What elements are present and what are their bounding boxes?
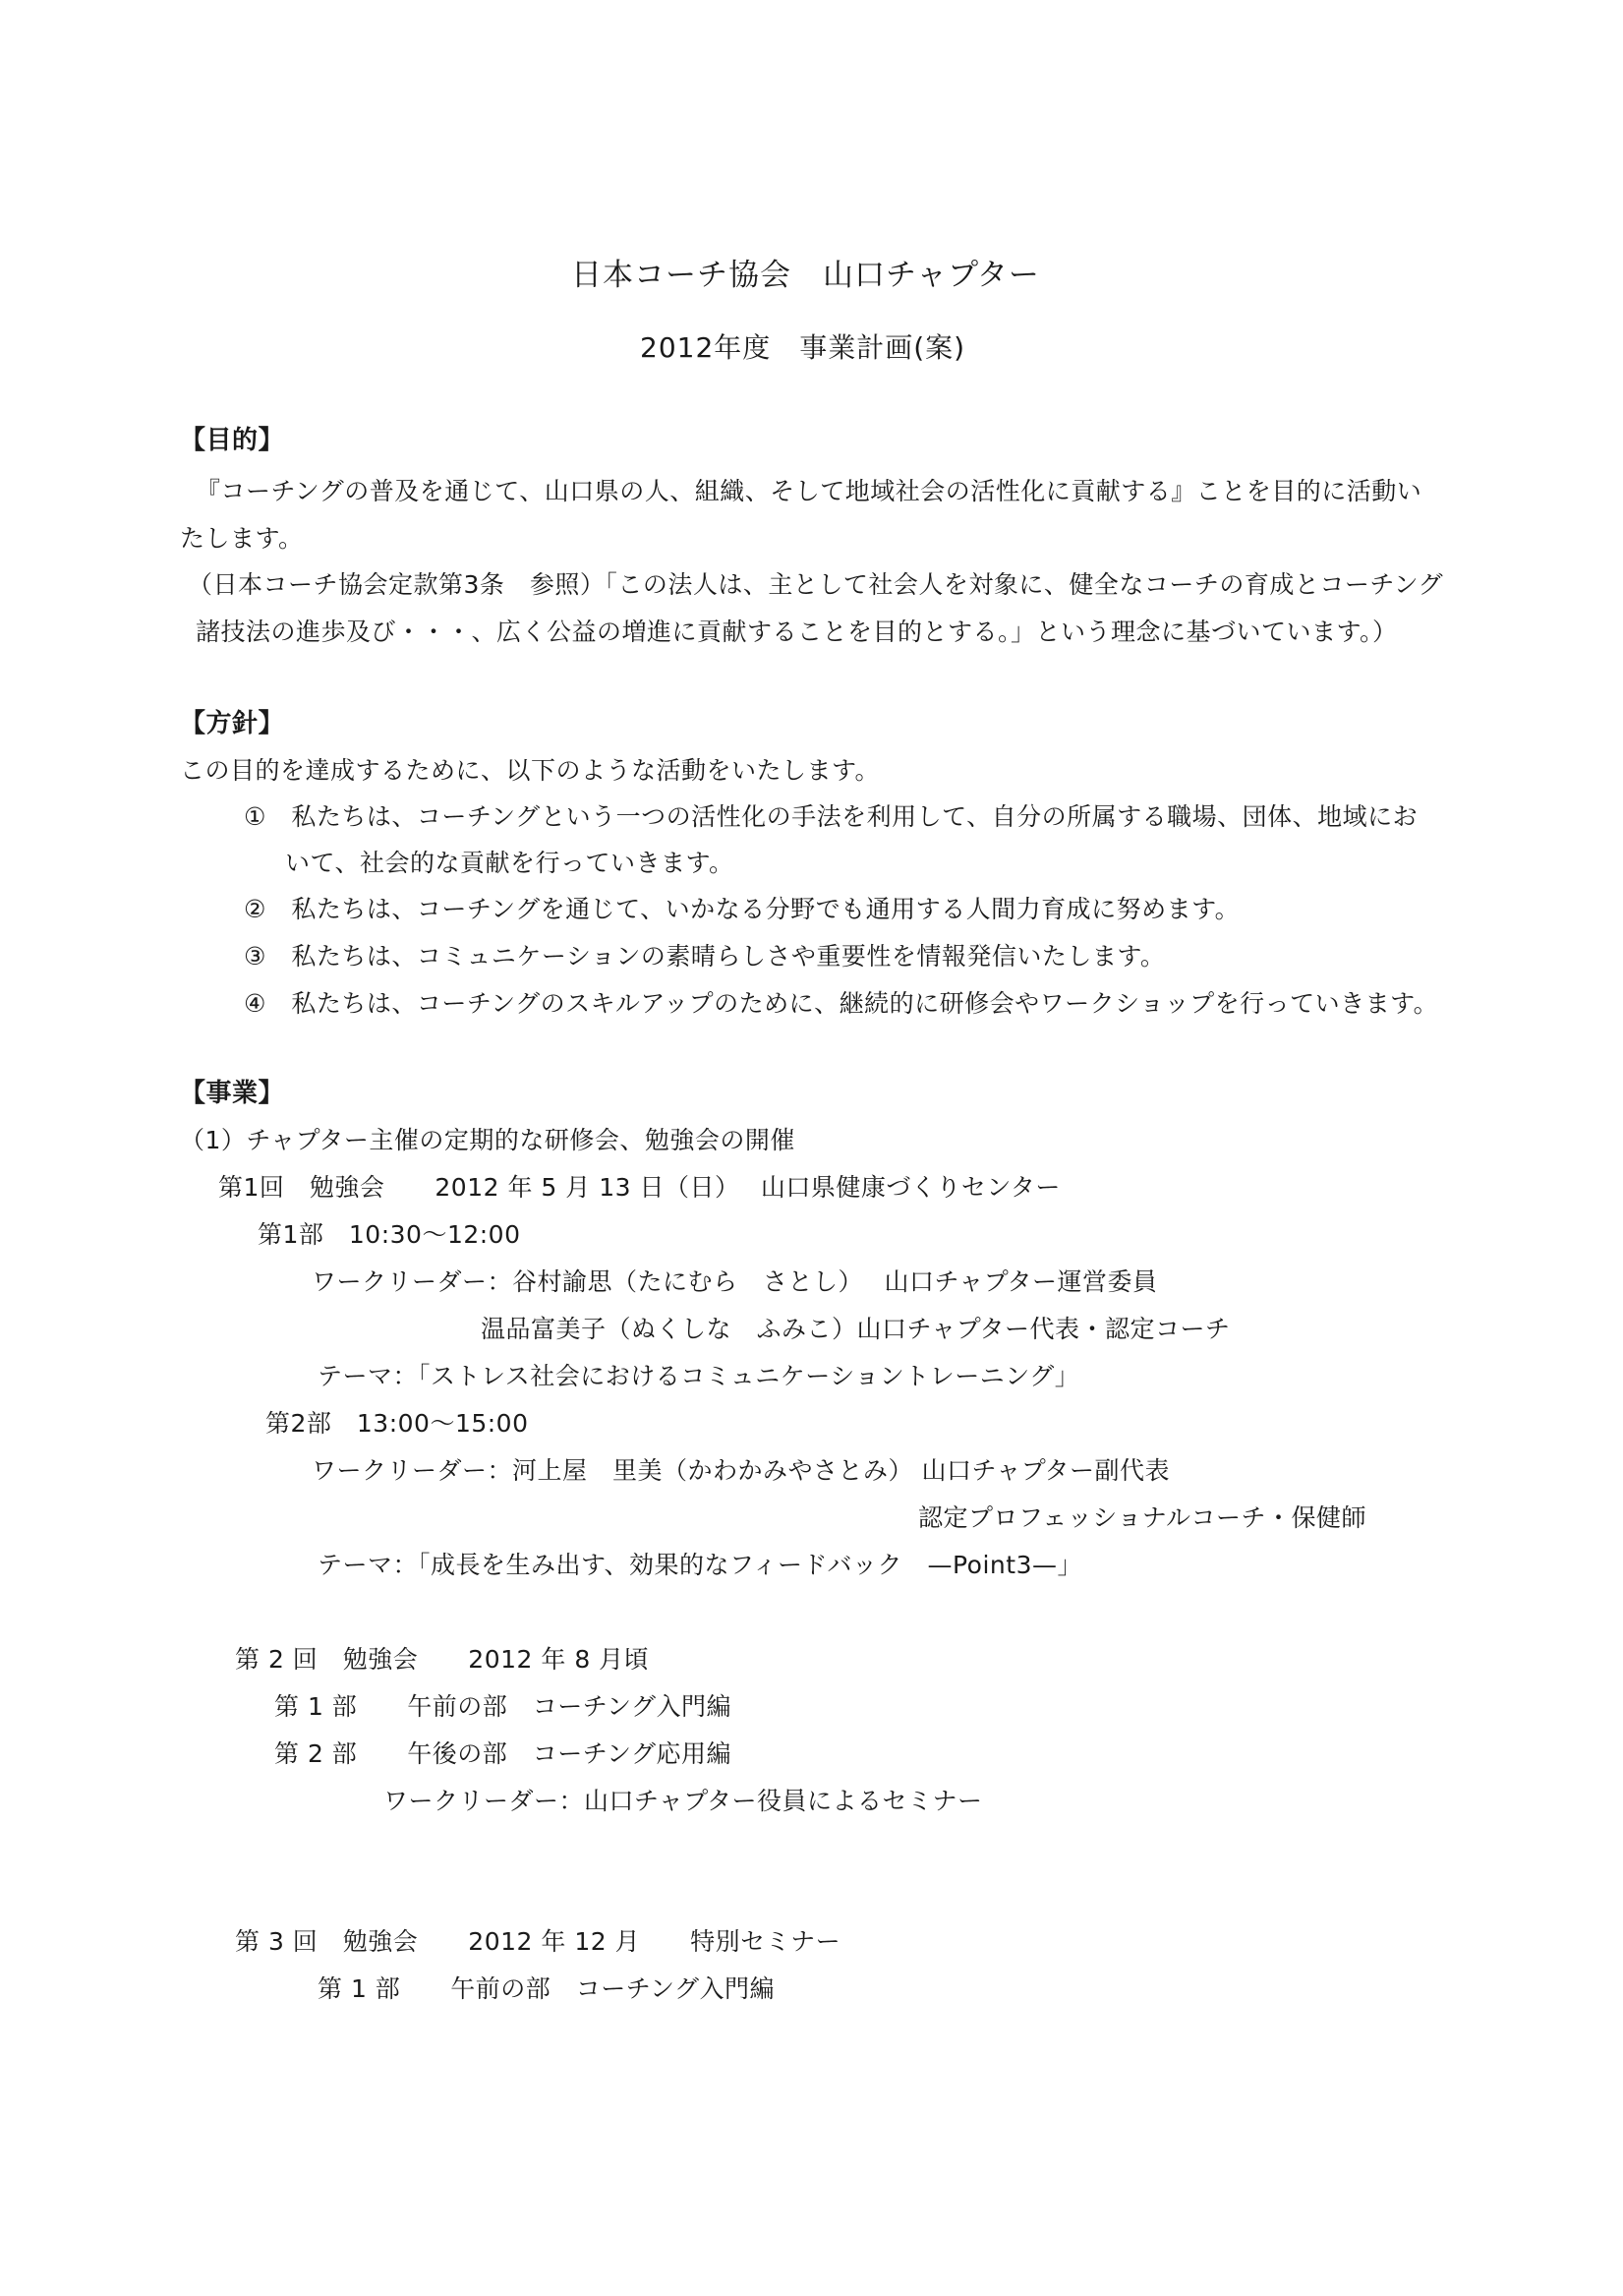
policy-item: いて、社会的な貢献を行っていきます。 [285,849,734,877]
purpose-heading: 【目的】 [180,426,285,455]
purpose-line: （日本コーチ協会定款第3条 参照）「この法人は、主として社会人を対象に、健全なコーチの育成とコーチング [188,570,1444,599]
session2-title: 第 2 回 勉強会 2012 年 8 月頃 [235,1645,650,1674]
session1-title: 第1回 勉強会 2012 年 5 月 13 日（日） 山口県健康づくりセンター [218,1173,1061,1202]
session1-part2-time: 第2部 13:00～15:00 [265,1409,529,1438]
policy-heading: 【方針】 [180,709,285,738]
session2-leader: ワークリーダー：山口チャプター役員によるセミナー [383,1787,983,1815]
session1-part1-leader: 温品富美子（ぬくしな ふみこ）山口チャプター代表・認定コーチ [481,1315,1231,1343]
policy-intro: この目的を達成するために、以下のような活動をいたします。 [180,756,881,785]
policy-item: ② 私たちは、コーチングを通じて、いかなる分野でも通用する人間力育成に努めます。 [244,895,1241,923]
session1-part1-leader: ワークリーダー：谷村諭思（たにむら さとし） 山口チャプター運営委員 [312,1267,1158,1296]
session1-part2-leader: ワークリーダー：河上屋 里美（かわかみやさとみ） 山口チャプター副代表 [312,1456,1170,1485]
session1-part1-time: 第1部 10:30～12:00 [258,1220,521,1249]
policy-item: ③ 私たちは、コミュニケーションの素晴らしさや重要性を情報発信いたします。 [244,942,1166,971]
session1-part1-theme: テーマ：「ストレス社会におけるコミュニケーショントレーニング」 [318,1362,1080,1390]
session3-title: 第 3 回 勉強会 2012 年 12 月 特別セミナー [235,1927,841,1956]
policy-item: ④ 私たちは、コーチングのスキルアップのために、継続的に研修会やワークショップを行っていきます。 [244,989,1439,1018]
session1-part2-leader: 認定プロフェッショナルコーチ・保健師 [918,1503,1367,1532]
purpose-line: 諸技法の進歩及び・・・、広く公益の増進に貢献することを目的とする。」という理念に基づいています。） [196,618,1398,646]
purpose-line: たします。 [180,524,304,553]
document-subtitle: 2012年度 事業計画(案) [640,331,966,364]
session2-part2: 第 2 部 午後の部 コーチング応用編 [274,1739,732,1768]
purpose-line: 『コーチングの普及を通じて、山口県の人、組織、そして地域社会の活性化に貢献する』ことを目的に活動い [196,477,1422,505]
business-heading: 【事業】 [180,1079,285,1108]
policy-item: ① 私たちは、コーチングという一つの活性化の手法を利用して、自分の所属する職場、団体、地域にお [244,802,1419,831]
session3-part1: 第 1 部 午前の部 コーチング入門編 [318,1974,776,2003]
document-title: 日本コーチ協会 山口チャプター [571,258,1040,293]
session1-part2-theme: テーマ：「成長を生み出す、効果的なフィードバック —Point3—」 [318,1551,1082,1579]
business-section-1: （1）チャプター主催の定期的な研修会、勉強会の開催 [180,1126,795,1154]
session2-part1: 第 1 部 午前の部 コーチング入門編 [274,1692,732,1721]
